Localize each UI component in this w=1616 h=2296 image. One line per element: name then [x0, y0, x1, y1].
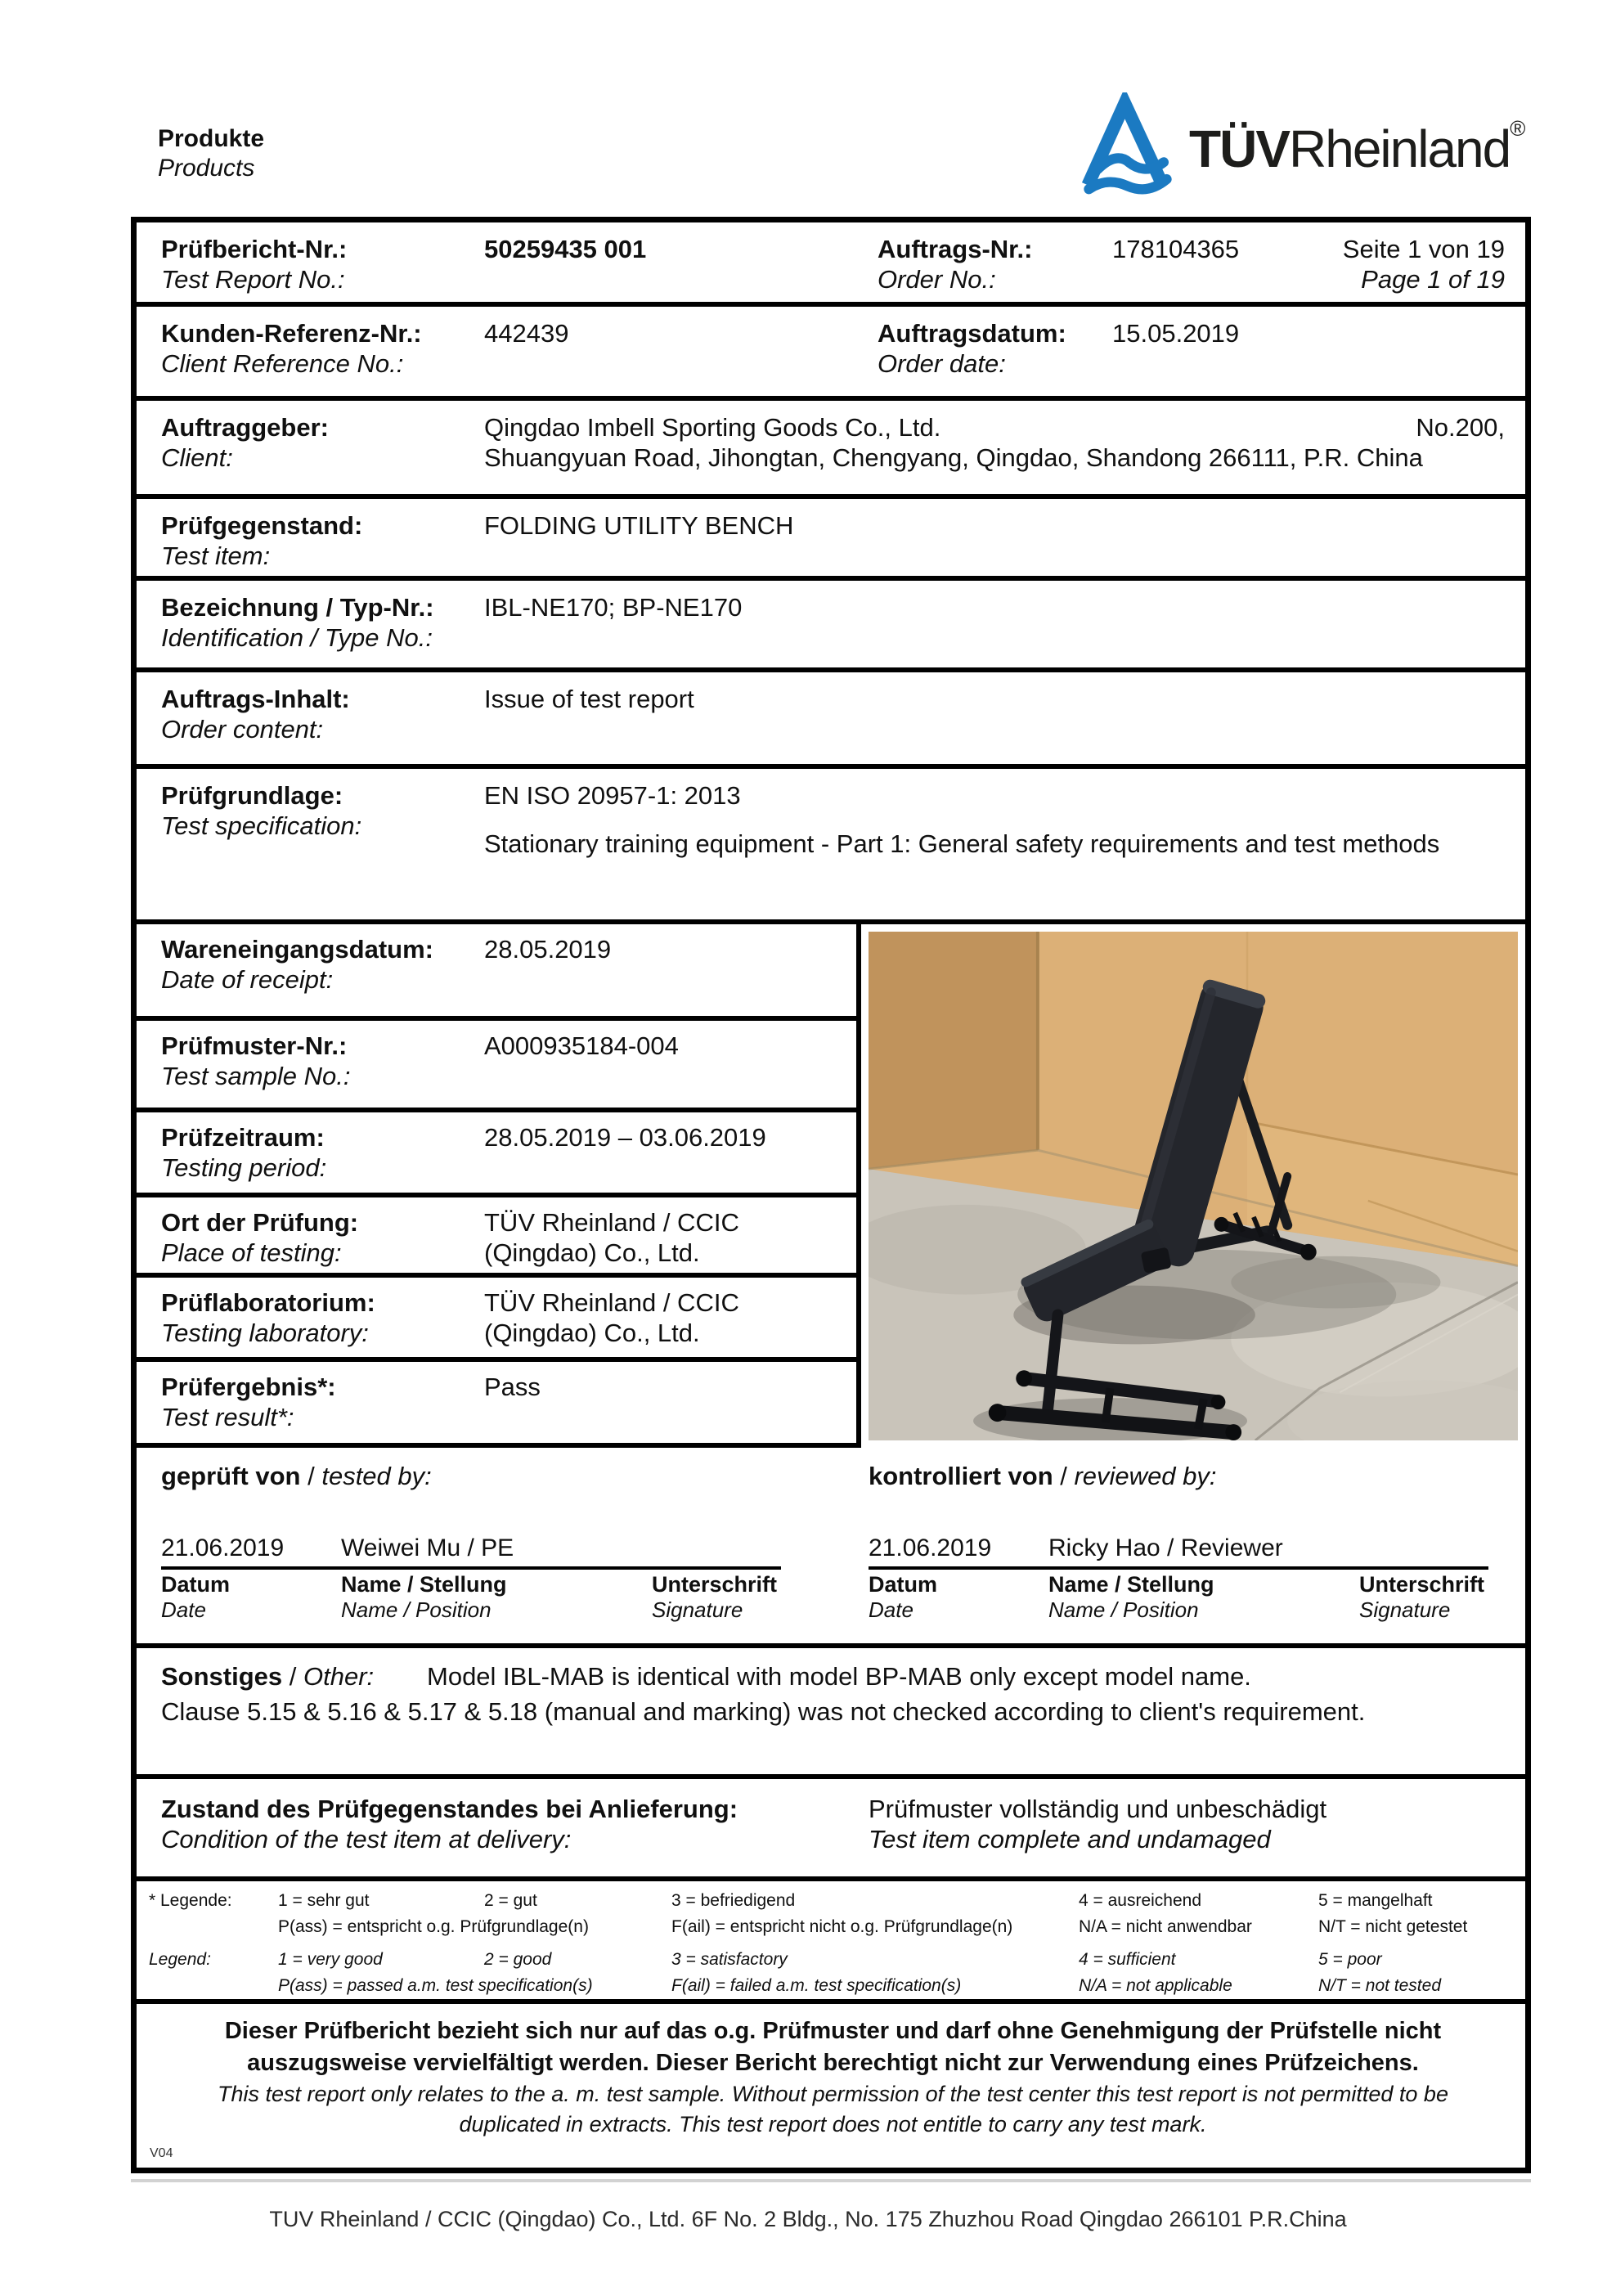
- registered-mark: ®: [1510, 115, 1526, 141]
- disclaimer-en-line2: duplicated in extracts. This test report does not entitle to carry any test mark.: [459, 2112, 1207, 2136]
- sample-no-label-de: Prüfmuster-Nr.:: [161, 1031, 348, 1060]
- tested-signature-line: [161, 1566, 781, 1570]
- condition-value-de: Prüfmuster vollständig und unbeschädigt: [869, 1795, 1327, 1823]
- legend-en-1: 1 = very good: [278, 1950, 383, 1969]
- products-label: Products: [158, 155, 255, 182]
- testing-laboratory-label: [161, 1287, 484, 1357]
- legend-de-3: 3 = befriedigend: [671, 1891, 796, 1910]
- order-content-value: Issue of test report: [484, 685, 694, 713]
- tested-column-headers: [161, 1572, 781, 1622]
- slash-sep: /: [300, 1462, 322, 1490]
- order-no-label: [878, 234, 1112, 302]
- order-content-label-de: Auftrags-Inhalt:: [161, 685, 350, 713]
- tested-name: Weiwei Mu / PE: [341, 1534, 514, 1561]
- testing-laboratory-label-en: Testing laboratory:: [161, 1319, 369, 1347]
- version-tag: V04: [150, 2146, 173, 2160]
- identification-label-en: Identification / Type No.:: [161, 623, 433, 652]
- legend-en-2: 2 = good: [484, 1950, 552, 1969]
- legend-de-4: 4 = ausreichend: [1079, 1891, 1202, 1910]
- tested-by-label-de: geprüft von: [161, 1462, 301, 1490]
- test-item-row: [137, 499, 1525, 581]
- reviewed-by-label-en: reviewed by:: [1074, 1462, 1217, 1490]
- reviewed-signature: [1359, 1534, 1525, 1562]
- client-row: [137, 401, 1525, 499]
- client-value: [484, 412, 1505, 494]
- legend-de-nt: N/T = nicht getestet: [1318, 1917, 1468, 1936]
- condition-row: [137, 1779, 1525, 1881]
- produkte-label: Produkte: [158, 125, 265, 152]
- details-and-photo-section: [137, 924, 1525, 1448]
- order-content-label-en: Order content:: [161, 715, 324, 744]
- reviewed-by-label-de: kontrolliert von: [869, 1462, 1053, 1490]
- lab-value-line1: TÜV Rheinland / CCIC: [484, 1288, 739, 1317]
- sample-no-label: [161, 1031, 484, 1108]
- col-datum-de: Datum: [869, 1572, 938, 1597]
- other-line2: Clause 5.15 & 5.16 & 5.17 & 5.18 (manual and marking) was not checked according to client's requirement.: [161, 1697, 1366, 1726]
- page-info: [1112, 234, 1505, 302]
- testing-laboratory-label-de: Prüflaboratorium:: [161, 1288, 375, 1317]
- reviewed-date: 21.06.2019: [869, 1534, 992, 1561]
- client-name: Qingdao Imbell Sporting Goods Co., Ltd.: [484, 413, 941, 442]
- test-result-row: [137, 1362, 856, 1448]
- legend-de-1: 1 = sehr gut: [278, 1891, 370, 1910]
- test-item-photo: [861, 924, 1525, 1448]
- test-item-label-de: Prüfgegenstand:: [161, 511, 363, 540]
- col-date-en: Date: [161, 1597, 206, 1622]
- col-name-de: Name / Stellung: [1048, 1572, 1214, 1597]
- disclaimer-row: [137, 2004, 1525, 2168]
- legend-en-3: 3 = satisfactory: [671, 1950, 788, 1969]
- receipt-date-value: 28.05.2019: [484, 935, 612, 964]
- place-of-testing-label-de: Ort der Prüfung:: [161, 1208, 359, 1237]
- place-value-line1: TÜV Rheinland / CCIC: [484, 1208, 739, 1237]
- scan-shadow-line: [131, 2179, 1531, 2182]
- client-label: [161, 412, 484, 494]
- order-date-label: [878, 318, 1112, 396]
- testing-laboratory-row: [137, 1278, 856, 1362]
- product-line: [158, 124, 264, 183]
- client-address: Shuangyuan Road, Jihongtan, Chengyang, Qingdao, Shandong 266111, P.R. China: [484, 443, 1423, 472]
- testing-period-label-en: Testing period:: [161, 1153, 327, 1182]
- report-no-label-en: Test Report No.:: [161, 265, 345, 294]
- sample-no-label-en: Test sample No.:: [161, 1062, 351, 1090]
- legend-de-fail: F(ail) = entspricht nicht o.g. Prüfgrundlage(n): [671, 1917, 1013, 1936]
- report-no-row: [137, 222, 1525, 307]
- other-line1: Model IBL-MAB is identical with model BP-MAB only except model name.: [427, 1662, 1251, 1691]
- col-sig-de: Unterschrift: [1359, 1572, 1485, 1597]
- col-sig-en: Signature: [1359, 1597, 1451, 1622]
- report-no-label: [161, 234, 484, 302]
- test-spec-description: Stationary training equipment - Part 1: General safety requirements and test methods: [484, 829, 1440, 858]
- receipt-date-label-en: Date of receipt:: [161, 965, 334, 994]
- tested-by-entry: [161, 1534, 869, 1562]
- legend-en-na: N/A = not applicable: [1079, 1976, 1232, 1995]
- place-of-testing-value: [484, 1207, 848, 1273]
- client-ref-row: [137, 307, 1525, 401]
- client-label-de: Auftraggeber:: [161, 413, 329, 442]
- legend-en-pass: P(ass) = passed a.m. test specification(s): [278, 1976, 593, 1995]
- place-of-testing-row: [137, 1197, 856, 1278]
- lab-value-line2: (Qingdao) Co., Ltd.: [484, 1319, 700, 1347]
- other-label-en: Other:: [303, 1662, 375, 1691]
- order-date-label-de: Auftragsdatum:: [878, 319, 1066, 348]
- slash-sep: /: [282, 1662, 303, 1691]
- folding-bench-photo: [869, 932, 1518, 1440]
- col-name-de: Name / Stellung: [341, 1572, 507, 1597]
- report-no-value: 50259435 001: [484, 235, 647, 263]
- col-datum-de: Datum: [161, 1572, 231, 1597]
- legend-row: [137, 1881, 1525, 2004]
- tested-signature: [652, 1534, 869, 1562]
- report-table: [131, 217, 1531, 2173]
- legend-en-nt: N/T = not tested: [1318, 1976, 1441, 1995]
- page-number-de: Seite 1 von 19: [1342, 235, 1505, 263]
- order-content-row: [137, 672, 1525, 769]
- client-address-no: No.200,: [1416, 413, 1505, 442]
- logo-tuv-text: TÜV: [1189, 119, 1289, 178]
- reviewed-signature-line: [869, 1566, 1488, 1570]
- testing-period-row: [137, 1112, 856, 1197]
- place-of-testing-label: [161, 1207, 484, 1273]
- other-label: [161, 1661, 427, 1692]
- legend-en-label: Legend:: [149, 1950, 211, 1969]
- other-row: [137, 1648, 1525, 1779]
- sample-no-value: A000935184-004: [484, 1031, 679, 1060]
- tested-by-block: [161, 1461, 869, 1643]
- testing-period-label: [161, 1122, 484, 1193]
- legend-de-5: 5 = mangelhaft: [1318, 1891, 1433, 1910]
- logo-rheinland-text: Rheinland: [1289, 119, 1511, 178]
- condition-label-en: Condition of the test item at delivery:: [161, 1825, 572, 1853]
- test-result-value: Pass: [484, 1373, 541, 1401]
- test-spec-label-en: Test specification:: [161, 811, 362, 840]
- disclaimer-en-line1: This test report only relates to the a. m. test sample. Without permission of the test center this test report is not permitted to be: [218, 2082, 1448, 2106]
- test-spec-standard: EN ISO 20957-1: 2013: [484, 781, 741, 810]
- test-result-label-de: Prüfergebnis*:: [161, 1373, 336, 1401]
- col-name-en: Name / Position: [341, 1597, 492, 1622]
- legend-de-pass: P(ass) = entspricht o.g. Prüfgrundlage(n): [278, 1917, 589, 1936]
- detail-rows: [137, 924, 861, 1448]
- testing-laboratory-value: [484, 1287, 848, 1357]
- receipt-date-label: [161, 934, 484, 1016]
- legend-de-na: N/A = nicht anwendbar: [1079, 1917, 1252, 1936]
- condition-value-en: Test item complete and undamaged: [869, 1825, 1271, 1853]
- client-label-en: Client:: [161, 443, 233, 472]
- place-value-line2: (Qingdao) Co., Ltd.: [484, 1238, 700, 1267]
- condition-value: [869, 1794, 1505, 1876]
- page-number-en: Page 1 of 19: [1361, 265, 1505, 294]
- identification-label-de: Bezeichnung / Typ-Nr.:: [161, 593, 434, 622]
- test-spec-label-de: Prüfgrundlage:: [161, 781, 343, 810]
- condition-label-de: Zustand des Prüfgegenstandes bei Anlieferung:: [161, 1795, 738, 1823]
- order-content-label: [161, 684, 484, 764]
- reviewed-by-entry: [869, 1534, 1525, 1562]
- identification-value: IBL-NE170; BP-NE170: [484, 593, 743, 622]
- tuv-triangle-icon: [1078, 92, 1178, 202]
- logo-wordmark: [1189, 116, 1525, 179]
- test-item-value: FOLDING UTILITY BENCH: [484, 511, 794, 540]
- legend-en-4: 4 = sufficient: [1079, 1950, 1176, 1969]
- other-label-de: Sonstiges: [161, 1662, 283, 1691]
- place-of-testing-label-en: Place of testing:: [161, 1238, 342, 1267]
- col-sig-de: Unterschrift: [652, 1572, 778, 1597]
- test-item-label: [161, 510, 484, 576]
- tested-by-title: [161, 1461, 869, 1491]
- report-no-label-de: Prüfbericht-Nr.:: [161, 235, 348, 263]
- test-result-label: [161, 1372, 484, 1448]
- tested-date: 21.06.2019: [161, 1534, 285, 1561]
- legend-de-2: 2 = gut: [484, 1891, 537, 1910]
- tuv-rheinland-logo: [1078, 90, 1525, 204]
- order-no-label-de: Auftrags-Nr.:: [878, 235, 1033, 263]
- test-item-label-en: Test item:: [161, 541, 271, 570]
- col-name-en: Name / Position: [1048, 1597, 1199, 1622]
- col-date-en: Date: [869, 1597, 913, 1622]
- identification-row: [137, 581, 1525, 672]
- test-spec-label: [161, 780, 484, 919]
- testing-period-label-de: Prüfzeitraum:: [161, 1123, 325, 1152]
- legend-en-5: 5 = poor: [1318, 1950, 1382, 1969]
- sample-no-row: [137, 1021, 856, 1112]
- receipt-date-label-de: Wareneingangsdatum:: [161, 935, 433, 964]
- test-spec-value: [484, 780, 1505, 919]
- tested-by-label-en: tested by:: [321, 1462, 432, 1490]
- client-ref-label-de: Kunden-Referenz-Nr.:: [161, 319, 422, 348]
- reviewed-name: Ricky Hao / Reviewer: [1048, 1534, 1283, 1561]
- reviewed-by-block: [869, 1461, 1525, 1643]
- client-ref-label-en: Client Reference No.:: [161, 349, 404, 378]
- client-ref-label: [161, 318, 484, 396]
- legend-en-fail: F(ail) = failed a.m. test specification(s): [671, 1976, 962, 1995]
- receipt-date-row: [137, 924, 856, 1021]
- disclaimer-de-line1: Dieser Prüfbericht bezieht sich nur auf das o.g. Prüfmuster und darf ohne Genehmigung der Prüfstelle nicht: [224, 2018, 1442, 2044]
- order-date-value: 15.05.2019: [1112, 319, 1240, 348]
- slash-sep: /: [1053, 1462, 1075, 1490]
- reviewed-column-headers: [869, 1572, 1488, 1622]
- testing-period-value: 28.05.2019 – 03.06.2019: [484, 1123, 766, 1152]
- condition-label: [161, 1794, 869, 1876]
- test-spec-row: [137, 769, 1525, 924]
- order-no-value: 178104365: [1112, 235, 1240, 263]
- client-ref-value: 442439: [484, 319, 569, 348]
- order-date-label-en: Order date:: [878, 349, 1006, 378]
- signoff-row: [137, 1448, 1525, 1648]
- reviewed-by-title: [869, 1461, 1525, 1491]
- footer-address: TUV Rheinland / CCIC (Qingdao) Co., Ltd. 6F No. 2 Bldg., No. 175 Zhuzhou Road Qingdao 266101 P.R.China: [269, 2207, 1347, 2231]
- identification-label: [161, 592, 484, 667]
- legend-star-label: * Legende:: [149, 1891, 232, 1910]
- col-sig-en: Signature: [652, 1597, 743, 1622]
- disclaimer-de-line2: auszugsweise vervielfältigt werden. Dieser Bericht berechtigt nicht zur Verwendung eines Prüfzeichens.: [247, 2050, 1419, 2076]
- test-result-label-en: Test result*:: [161, 1403, 294, 1431]
- order-no-label-en: Order No.:: [878, 265, 996, 294]
